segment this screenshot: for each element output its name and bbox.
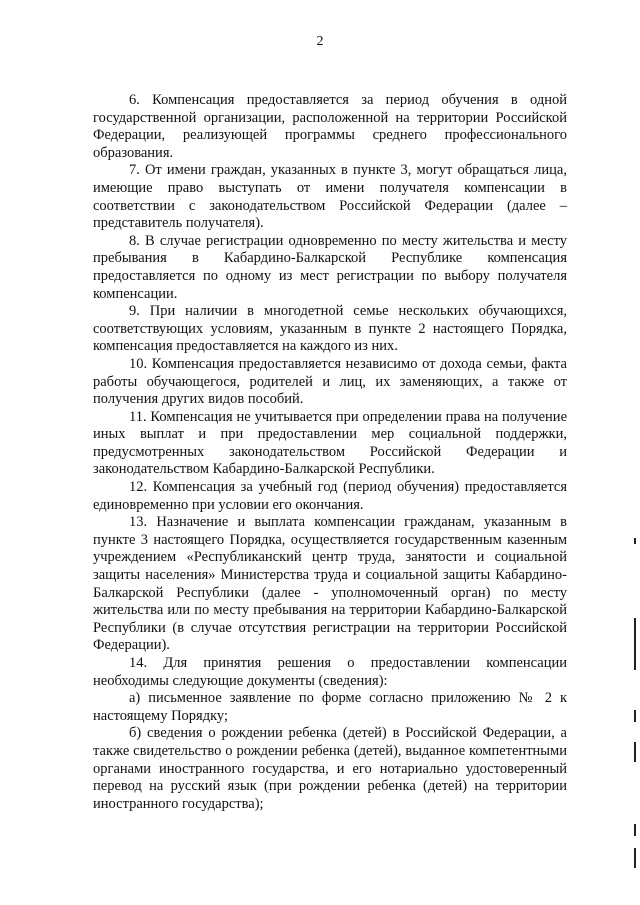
paragraph-13: 13. Назначение и выплата компенсации гражданам, указанным в пункте 3 настоящего Порядка, осуществляется государственным казенным учреждением «Республиканский центр труда, занятости и социальной защиты населения» Министерства труда и социальной защиты Кабардино-Балкарской Республики (далее - уполномоченный орган) по месту жительства или по месту пребывания на территории Кабардино-Балкарской Республики (в случае отсутствия регистрации на территории Российской Федерации). xyxy=(93,514,567,654)
scan-mark xyxy=(634,824,636,836)
paragraph-8: 8. В случае регистрации одновременно по месту жительства и месту пребывания в Кабардино-Балкарской Республике компенсация предоставляется по одному из мест регистрации по выбору получателя компенсации. xyxy=(93,232,567,302)
scan-mark xyxy=(634,618,636,670)
paragraph-7: 7. От имени граждан, указанных в пункте 3, могут обращаться лица, имеющие право выступать от имени получателя компенсации в соответствии с законодательством Российской Федерации (далее – представитель получателя). xyxy=(93,162,567,232)
paragraph-11: 11. Компенсация не учитывается при определении права на получение иных выплат и при предоставлении мер социальной поддержки, предусмотренных законодательством Российской Федерации и законодательством Кабардино-Балкарской Республики. xyxy=(93,408,567,478)
paragraph-14a: а) письменное заявление по форме согласно приложению № 2 к настоящему Порядку; xyxy=(93,690,567,724)
paragraph-9: 9. При наличии в многодетной семье нескольких обучающихся, соответствующих условиям, указанным в пункте 2 настоящего Порядка, компенсация предоставляется на каждого из них. xyxy=(93,303,567,355)
paragraph-6: 6. Компенсация предоставляется за период обучения в одной государственной организации, расположенной на территории Российской Федерации, реализующей программы среднего профессионального образования. xyxy=(93,92,567,161)
paragraph-10: 10. Компенсация предоставляется независимо от дохода семьи, факта работы обучающегося, родителей и лиц, их заменяющих, а также от получения других видов пособий. xyxy=(93,355,567,408)
scan-mark xyxy=(634,538,636,544)
scan-mark xyxy=(634,710,636,722)
paragraph-14: 14. Для принятия решения о предоставлении компенсации необходимы следующие документы (сведения): xyxy=(93,655,567,689)
page-number: 2 xyxy=(316,34,324,49)
document-body xyxy=(93,92,567,813)
paragraph-12: 12. Компенсация за учебный год (период обучения) предоставляется единовременно при условии его окончания. xyxy=(93,479,567,513)
paragraph-14b: б) сведения о рождении ребенка (детей) в Российской Федерации, а также свидетельство о рождении ребенка (детей), выданное компетентными органами иностранного государства, и его нотариально удостоверенный перевод на русский язык (при рождении ребенка (детей) на территории иностранного государства); xyxy=(93,725,567,812)
scan-mark xyxy=(634,848,636,868)
scan-mark xyxy=(634,742,636,762)
